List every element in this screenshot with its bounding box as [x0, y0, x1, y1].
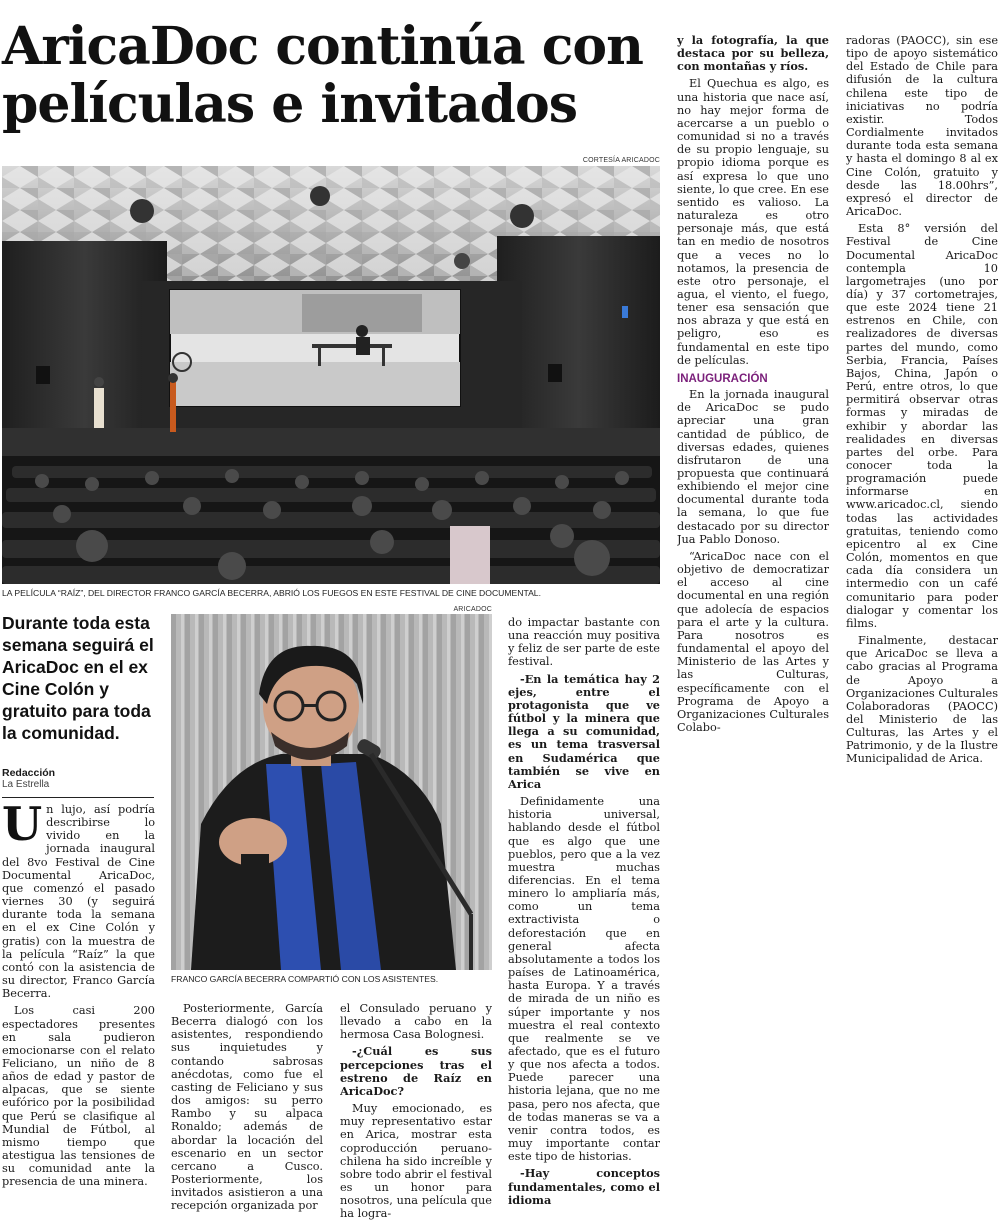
byline-org: La Estrella — [2, 779, 50, 790]
photo1-caption: LA PELÍCULA “RAÍZ”, DEL DIRECTOR FRANCO GARCÍA BECERRA, ABRIÓ LOS FUEGOS EN ESTE FESTIVAL DE CINE DOCUMENTAL. — [2, 588, 541, 598]
paragraph: Definidamente una historia universal, hablando desde el fútbol que es algo que une pueblos, pero que a la vez muestra muchas diferencias. En el tema minero lo ampliaría más, como un tema extractivista o deforestación que en general afecta absolutamente a todos los países de Latinoamérica, hasta Europa. Y a través de mirada de un niño es súper importante y nos muestra el real contexto que realmente se ve afectado, que es el futuro y que nos afecta a todos. Puede parecer una historia lejana, que no me pasa, pero nos afecta, que de todas maneras se va a venir contra todos, es muy importante contar este tipo de historias. — [508, 795, 660, 1164]
paragraph: Muy emocionado, es muy representativo estar en Arica, mostrar esta coproducción peruano-chilena ha sido increíble y sobre todo abrir el festival es un honor para nosotros, una película que ha logra- — [340, 1102, 492, 1221]
paragraph: El Quechua es algo, es una historia que nace así, no hay mejor forma de acercarse a un pueblo o comunidad si no a través de su propio lenguaje, su propio idioma porque es así expresa lo que uno siente, lo que cree. En ese sentido es valioso. La naturaleza es otro personaje más, que está tan en medio de nosotros que a veces no lo notamos, la presencia de este otro personaje, el agua, el viento, el fuego, tener esa sensación que nos abraza y que está en peligro, eso es fundamental en este tipo de películas. — [677, 77, 829, 367]
paragraph: Posteriormente, García Becerra dialogó con los asistentes, respondiendo sus inquietudes y contando sabrosas anécdotas, como fue el casting de Feliciano y sus dos amigos: su perro Rambo y su alpaca Ronaldo; además de abordar la locación del escenario en un sector cercano a Cusco. Posteriormente, los invitados asistieron a una recepción organizada por — [171, 1002, 323, 1213]
cinema-hall-photo — [2, 166, 660, 584]
paragraph: “AricaDoc nace con el objetivo de democratizar el acceso al cine documental en una región que adolecía de espacios para el arte y la cultura. Para nosotros es fundamental el apoyo del Ministerio de las Artes y las Culturas, específicamente con el Programa de Apoyo a Organizaciones Culturales Colabo- — [677, 549, 829, 734]
photo1-credit: CORTESÍA ARICADOC — [582, 157, 660, 164]
photo2-caption: FRANCO GARCÍA BECERRA COMPARTIÓ CON LOS ASISTENTES. — [171, 974, 439, 984]
paragraph: do impactar bastante con una reacción muy positiva y feliz de ser parte de este festival. — [508, 616, 660, 669]
section-heading: INAUGURACIÓN — [677, 372, 768, 385]
article-lead: Durante toda esta semana seguirá el AricaDoc en el ex Cine Colón y gratuito para toda la comunidad. — [2, 613, 154, 743]
column-2 — [171, 1002, 323, 1222]
paragraph: Finalmente, destacar que AricaDoc se lleva a cabo gracias al Programa de Apoyo a Organizaciones Culturales Colaboradoras (PAOCC) del Ministerio de las Culturas, las Artes y el Patrimonio, y de la Ilustre Municipalidad de Arica. — [846, 634, 998, 766]
byline-name: Redacción — [2, 767, 56, 779]
interview-question: -En la temática hay 2 ejes, entre el protagonista que ve fútbol y la minera que llega a su comunidad, es un tema trasversal en Sudamérica que también se vive en Arica — [508, 671, 660, 791]
drop-cap: U — [2, 803, 43, 851]
column-1 — [2, 803, 155, 1223]
paragraph: En la jornada inaugural de AricaDoc se pudo apreciar una gran cantidad de público, de diversas edades, quienes disfrutaron de una propuesta que continuará exhibiendo el mejor cine documental durante toda la semana, lo que fue destacado por su director Jua Pablo Donoso. — [677, 388, 829, 546]
paragraph: el Consulado peruano y llevado a cabo en la hermosa Casa Bolognesi. — [340, 1002, 492, 1042]
photo2-credit: ARICADOC — [453, 606, 492, 613]
intro-paragraph: Un lujo, así podría describirse lo vivido en la jornada inaugural del 8vo Festival de Cine Documental AricaDoc, que comenzó el pasado viernes 30 (y seguirá durante toda la semana en el ex Cine Colón y gratis) con la muestra de la película “Raíz” la que contó con la asistencia de su director, Franco García Becerra. — [2, 803, 155, 1001]
interview-question: -¿Cuál es sus percepciones tras el estreno de Raíz en AricaDoc? — [340, 1044, 492, 1098]
director-photo — [171, 614, 492, 970]
headline: AricaDoc continúa con películas e invitados — [2, 16, 643, 135]
column-3 — [340, 1002, 492, 1222]
interview-question-continued: y la fotografía, la que destaca por su belleza, con montañas y ríos. — [677, 34, 829, 74]
paragraph: radoras (PAOCC), sin ese tipo de apoyo sistemático del Estado de Chile para difusión de la cultura chilena este tipo de iniciativas no podría existir. Todos Cordialmente invitados durante toda esta semana y hasta el domingo 8 al ex Cine Colón, gratuito y desde las 18.00hrs”, expresó el director de AricaDoc. — [846, 34, 998, 219]
paragraph: Los casi 200 espectadores presentes en sala pudieron emocionarse con el relato Feliciano, un niño de 8 años de edad y pastor de alpacas, que se siente eufórico por la posibilidad que Perú se clasifique al Mundial de Fútbol, al mismo tiempo que atestigua las tensiones de su comunidad ante la presencia de una minera. — [2, 1004, 155, 1189]
column-6 — [846, 34, 998, 774]
paragraph: Esta 8° versión del Festival de Cine Documental AricaDoc contempla 10 largometrajes (uno por día) y 37 cortometrajes, que este 2024 tiene 21 estrenos en Chile, con realizadores de diversas partes del mundo, como Serbia, Francia, Países Bajos, China, Japón o Perú, entre otros, lo que permitirá observar otras formas y miradas de exhibir y abordar las realidades en diversas partes del orbe. Para conocer toda la programación puede informarse en www.aricadoc.cl, siendo todas las actividades gratuitas, teniendo como epicentro al ex Cine Colón, momentos en que cada día considera un intermedio con un café comunitario para poder dialogar y comentar los films. — [846, 222, 998, 630]
interview-question: -Hay conceptos fundamentales, como el idioma — [508, 1166, 660, 1207]
column-5 — [677, 34, 829, 774]
director-illustration — [171, 614, 492, 970]
cinema-hall-illustration — [2, 166, 660, 584]
column-4 — [508, 616, 660, 1222]
byline-rule — [2, 797, 154, 798]
